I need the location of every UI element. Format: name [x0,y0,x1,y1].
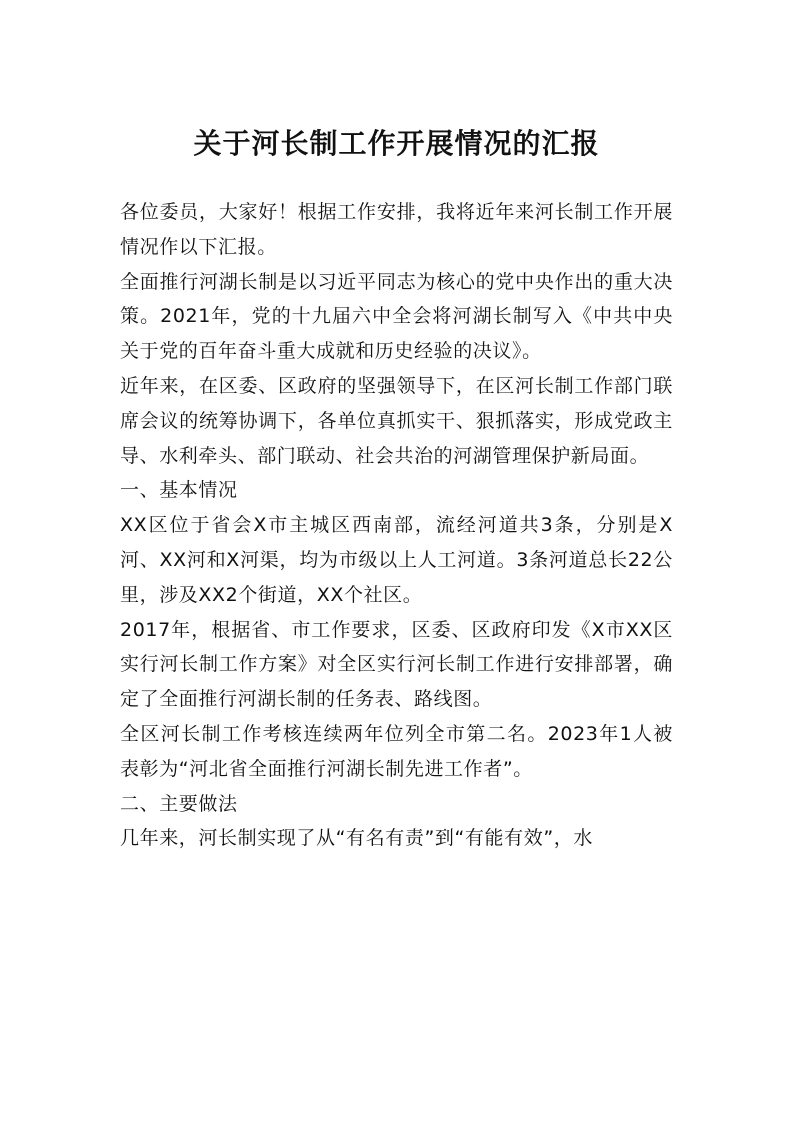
paragraph-district-overview: XX区位于省会X市主城区西南部，流经河道共3条，分别是X河、XX河和X河渠，均为市级以上人工河道。3条河道总长22公里，涉及XX2个街道，XX个社区。 [120,514,673,606]
paragraph-assessment-results: 全区河长制工作考核连续两年位列全市第二名。2023年1人被表彰为“河北省全面推行河湖长制先进工作者”。 [120,722,673,780]
section-heading-main-practices: 二、主要做法 [120,792,238,815]
paragraph-greeting: 各位委员，大家好！根据工作安排，我将近年来河长制工作开展情况作以下汇报。 [120,201,673,258]
paragraph-policy: 全面推行河湖长制是以习近平同志为核心的党中央作出的重大决策。2021年，党的十九届六中全会将河湖长制写入《中共中央关于党的百年奋斗重大成就和历史经验的决议》。 [120,270,673,363]
document-body [120,195,673,856]
document-title: 关于河长制工作开展情况的汇报 [193,127,600,160]
paragraph-achievements: 几年来，河长制实现了从“有名有责”到“有能有效”，水 [120,827,593,850]
section-heading-basic-situation: 一、基本情况 [120,479,238,502]
paragraph-2017-plan: 2017年，根据省、市工作要求，区委、区政府印发《X市XX区实行河长制工作方案》对全区实行河长制工作进行安排部署，确定了全面推行河湖长制的任务表、路线图。 [120,618,673,711]
paragraph-progress: 近年来，在区委、区政府的坚强领导下，在区河长制工作部门联席会议的统筹协调下，各单位真抓实干、狠抓落实，形成党政主导、水利牵头、部门联动、社会共治的河湖管理保护新局面。 [120,374,673,467]
